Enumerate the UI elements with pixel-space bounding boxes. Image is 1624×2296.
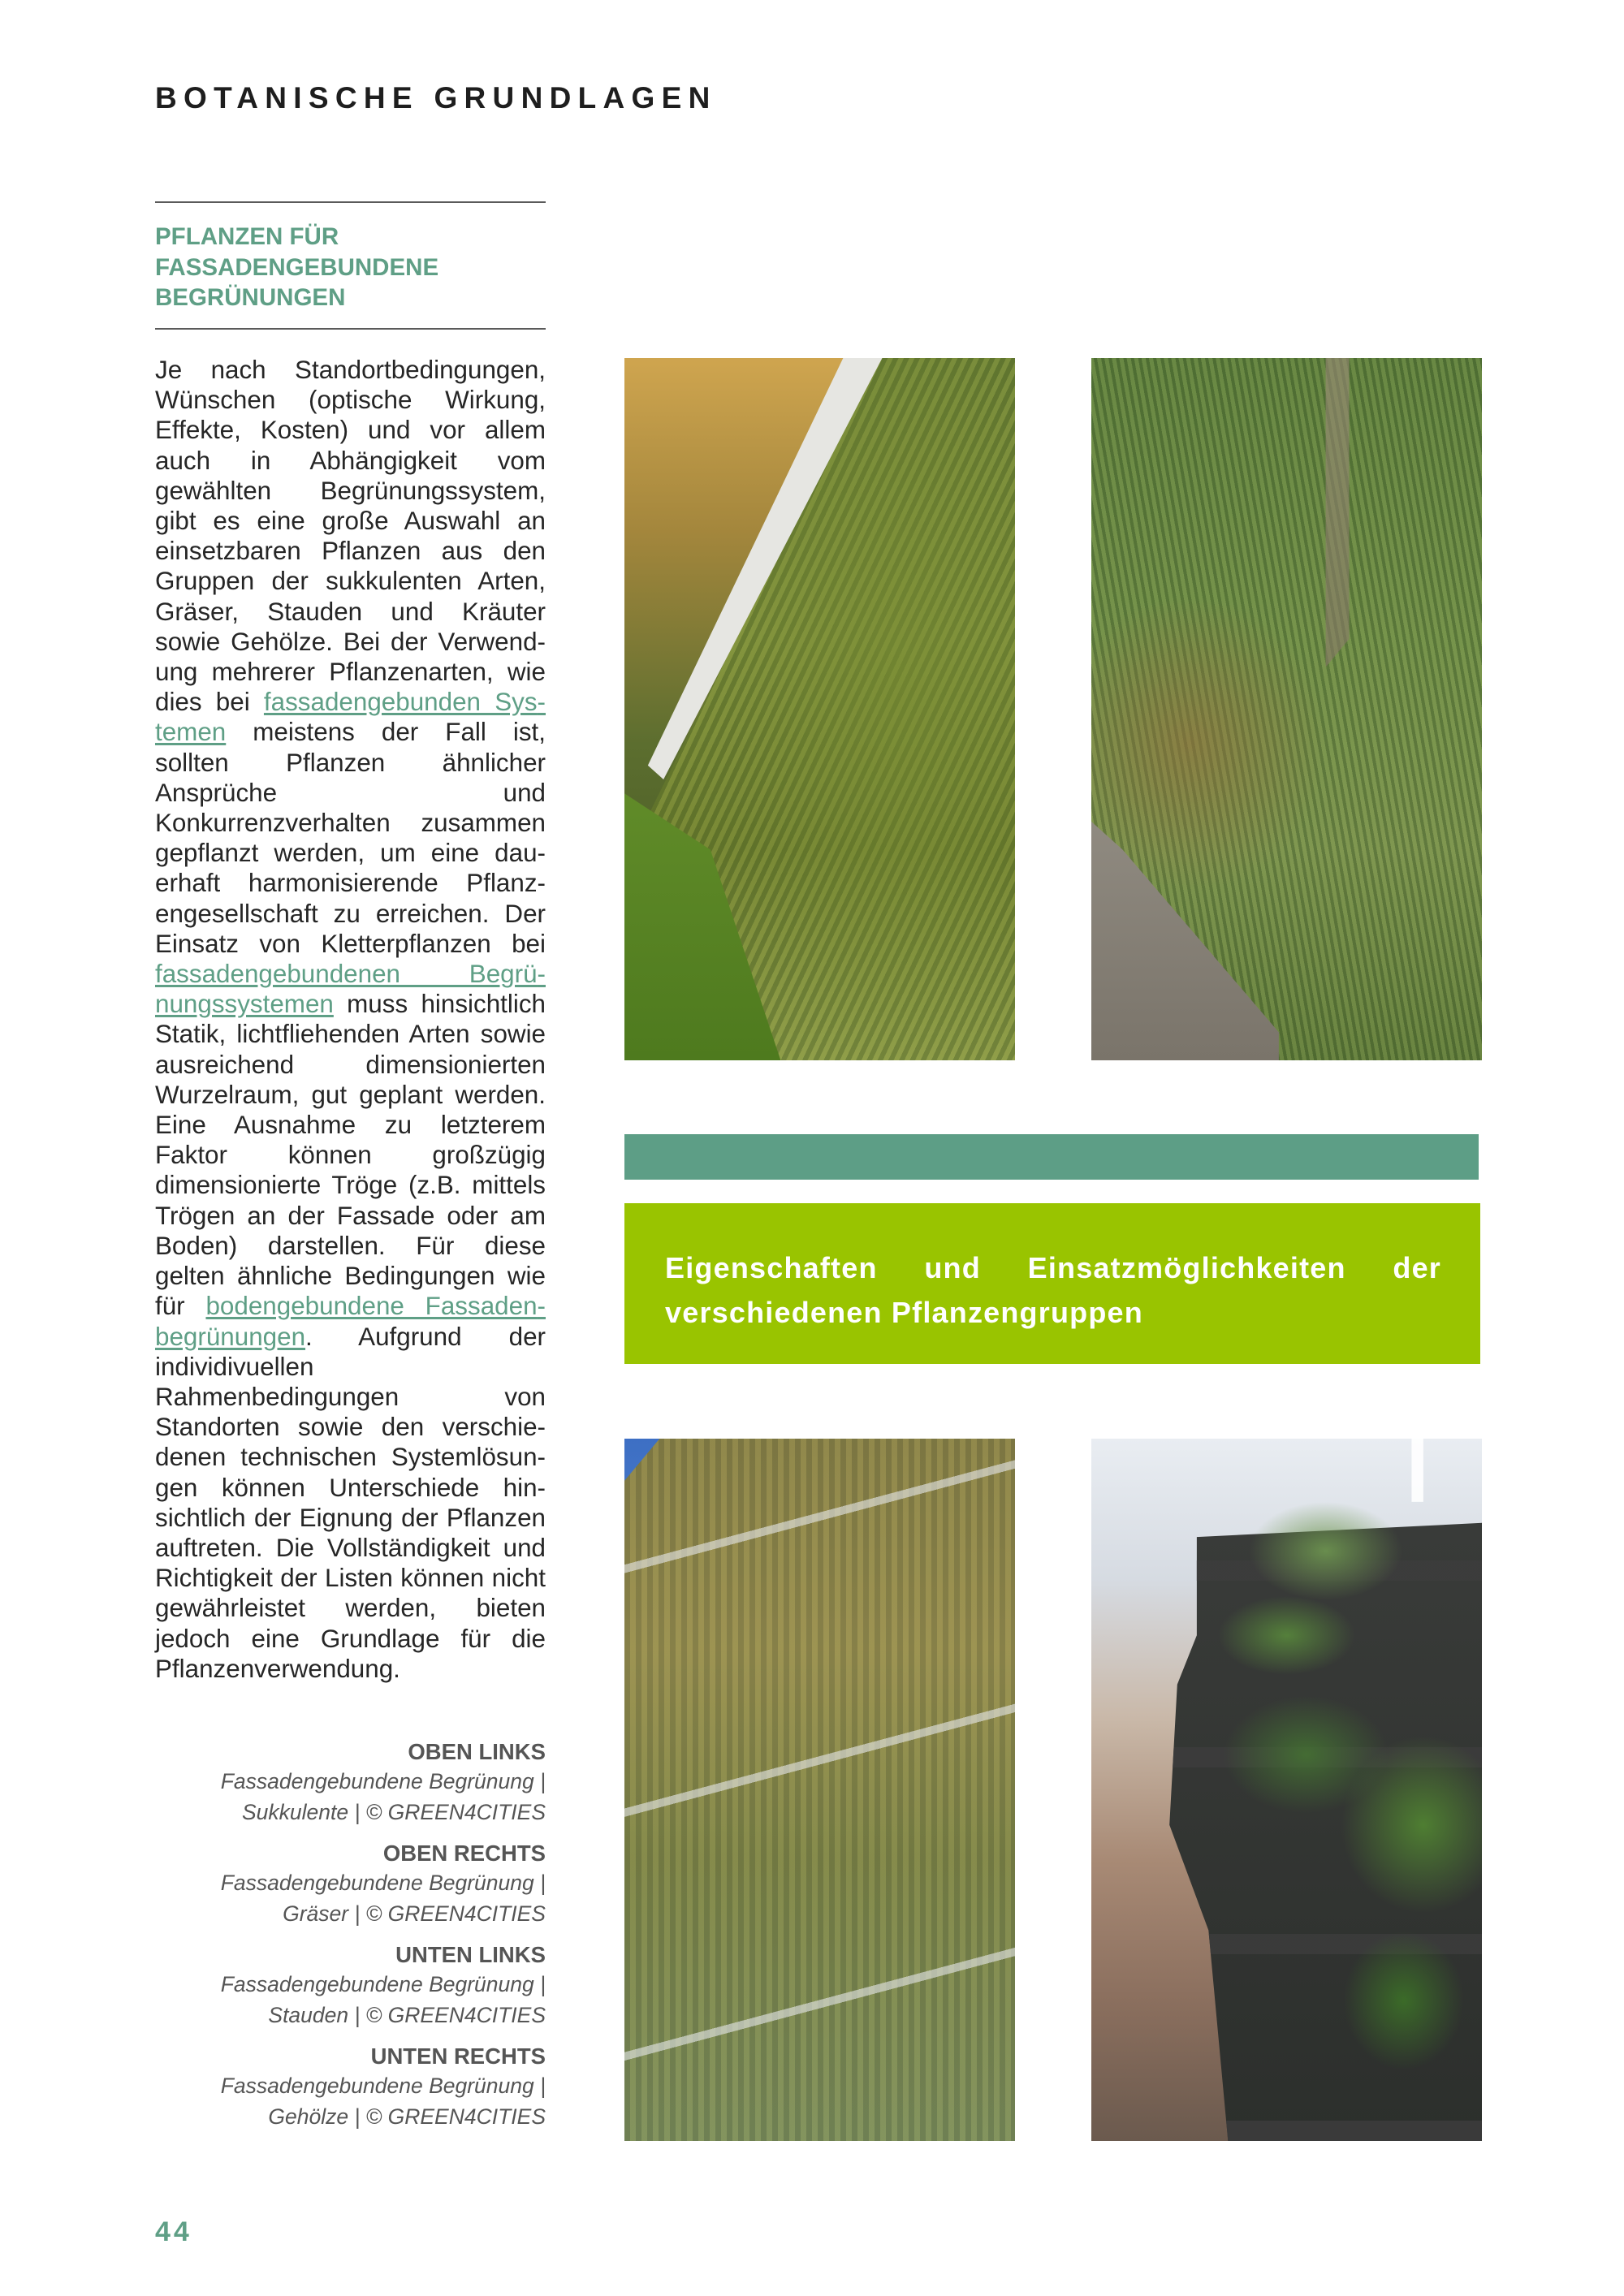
caption-top-left — [155, 1737, 546, 1828]
section-heading-line: PFLANZEN FÜR — [155, 223, 339, 250]
caption-text: Fassadengebundene Begrünung | — [220, 1972, 546, 1996]
photo-sky-region — [624, 1439, 1015, 2141]
body-text-part: muss hinsichtlich Statik, lichtfliehenden Arten sowie ausreichend dimensionierten Wurzelraum, gut geplant werden. Eine Ausnahme zu letzterem Faktor können großzügig dimensionierte Tröge (z.B. mittels Trögen an der Fassade oder am Boden) darstellen. Für diese gelten ähnliche Bedingungen wie für — [155, 990, 546, 1321]
body-paragraph — [155, 355, 546, 1684]
photo-foliage — [1091, 1439, 1482, 2141]
caption-text: Fassadengebundene Begrünung | — [220, 2074, 546, 2098]
section-heading-line: BEGRÜNUNGEN — [155, 284, 346, 311]
photo-grasses-planter — [1091, 358, 1482, 1060]
link-bodengebundene-fassadenbegruenungen[interactable]: bodengebundene Fassadenbegrünungen — [155, 1292, 546, 1351]
caption-text: Fassadengebundene Begrünung | — [220, 1769, 546, 1793]
caption-text: Gräser | © GREEN4CITIES — [283, 1901, 546, 1926]
link-fassadengebunden-systemen[interactable]: fassadengebunden Systemen — [155, 688, 546, 747]
body-text-part: Je nach Standortbedingungen, Wünschen (optische Wirkung, Effekte, Kosten) und vor allem auch in Abhängigkeit vom gewählten Begrünungssystem, gibt es eine große Auswahl an einsetzbaren Pflanzen aus den Gruppen der sukkulenten Arten, Gräser, Stauden und Kräuter sowie Gehölze. Bei der Verwendung mehrerer Pflanzenarten, wie dies bei — [155, 356, 546, 717]
highlight-text: Eigenschaften und Einsatzmöglichkeiten der verschiedenen Pflanzengruppen — [665, 1251, 1441, 1329]
link-fassadengebundenen-begruenungssystemen[interactable]: fassadengebundenen Begrünungssystemen — [155, 960, 546, 1019]
section-header: BOTANISCHE GRUNDLAGEN — [155, 81, 717, 114]
caption-bottom-left — [155, 1940, 546, 2031]
caption-title: UNTEN RECHTS — [370, 2044, 546, 2069]
photo-woody-plants-tower — [1091, 1439, 1482, 2141]
body-text-part: meistens der Fall ist, sollten Pflanzen ähnlicher Ansprüche und Konkurrenzverhalten zusammen gepflanzt werden, um eine dauerhaft harmonisierende Pflanzengesellschaft zu erreichen. Der Einsatz von Kletterpflanzen bei — [155, 718, 546, 958]
section-heading — [155, 222, 546, 313]
caption-title: UNTEN LINKS — [395, 1942, 546, 1967]
caption-text: Gehölze | © GREEN4CITIES — [268, 2104, 546, 2129]
caption-title: OBEN LINKS — [408, 1739, 546, 1764]
decorative-green-bar — [624, 1134, 1479, 1180]
caption-bottom-right — [155, 2042, 546, 2132]
photo-captions — [155, 1737, 546, 2143]
photo-succulent-green-wall — [624, 358, 1015, 1060]
caption-text: Fassadengebundene Begrünung | — [220, 1871, 546, 1895]
caption-text: Sukkulente | © GREEN4CITIES — [242, 1799, 546, 1824]
photo-perennials-facade — [624, 1439, 1015, 2141]
caption-top-right — [155, 1839, 546, 1929]
highlight-box — [624, 1203, 1480, 1364]
caption-title: OBEN RECHTS — [382, 1841, 546, 1866]
page-number: 44 — [155, 2216, 192, 2247]
caption-text: Stauden | © GREEN4CITIES — [268, 2002, 546, 2027]
heading-rule-top — [155, 201, 546, 203]
heading-rule-bottom — [155, 328, 546, 330]
section-heading-line: FASSADENGEBUNDENE — [155, 253, 439, 281]
body-text-part: . Aufgrund der individivuellen Rahmenbedingungen von Standorten sowie den verschiedenen technischen Systemlösungen können Unterschiede hinsichtlich der Eignung der Pflanzen auftreten. Die Vollständigkeit und Richtigkeit der Listen können nicht gewährleistet werden, bieten jedoch eine Grundlage für die Pflanzenverwendung. — [155, 1322, 546, 1683]
